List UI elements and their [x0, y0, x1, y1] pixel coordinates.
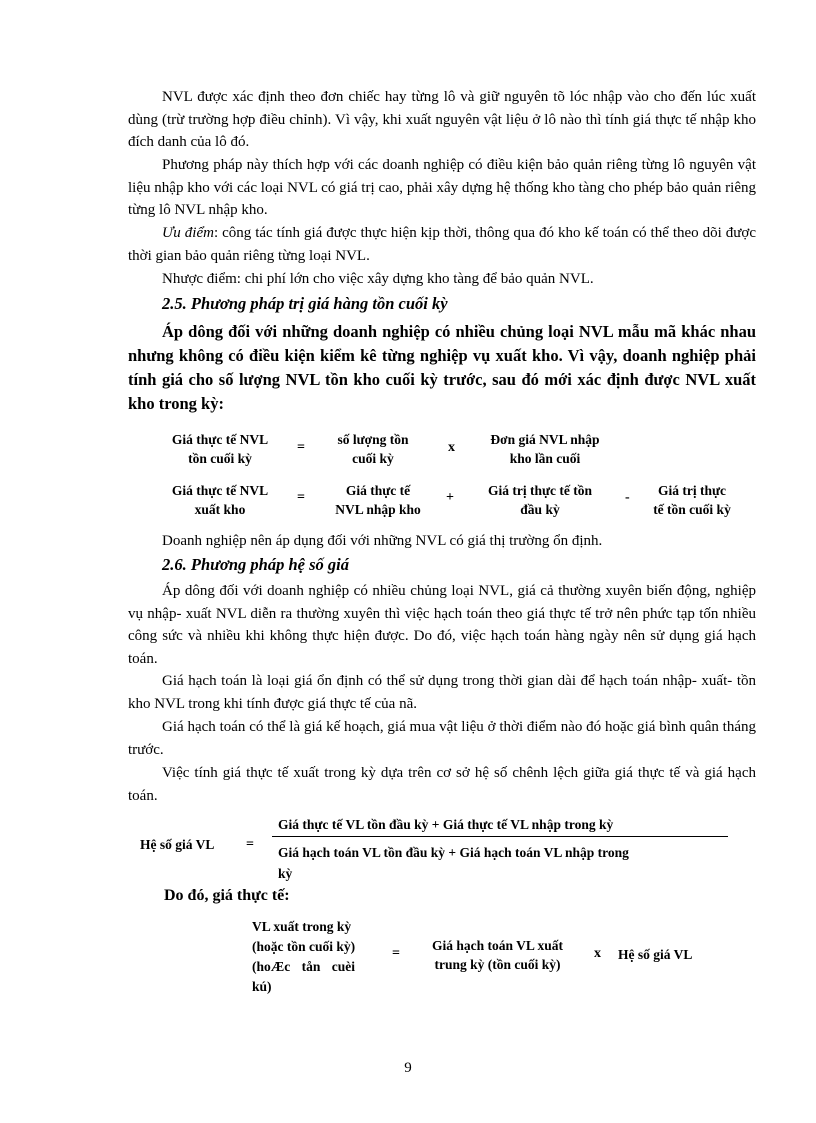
- paragraph-coefficient-basis: Việc tính giá thực tế xuất trong kỳ dựa trên cơ sở hệ số chênh lệch giữa giá thực tế và giá hạch toán.: [128, 765, 756, 804]
- formula2-equals: =: [297, 490, 305, 505]
- formula4-lhs: [252, 917, 382, 997]
- formula4-accounting-price-line1: Giá hạch toán VL xuất: [431, 938, 564, 953]
- paragraph-ending-inventory-method: Áp dông đối với những doanh nghiệp có nhiều chủng loại NVL mẫu mã khác nhau nhưng không có điều kiện kiểm kê từng nghiệp vụ xuất kho. Vì vậy, doanh nghiệp phải tính giá cho số lượng NVL tồn kho cuối kỳ trước, sau đó mới xác định được NVL xuất kho trong kỳ:: [128, 322, 756, 413]
- formula1-lhs-line2: tồn cuối kỳ: [188, 451, 252, 466]
- formula2-lhs-line1: Giá thực tế NVL: [171, 483, 269, 498]
- formula1-lhs-line1: Giá thực tế NVL: [171, 432, 269, 447]
- paragraph-therefore: Do đó, giá thực tế:: [164, 887, 290, 904]
- formula3-denominator-line2: kỳ: [278, 866, 293, 881]
- heading-2-6: 2.6. Phương pháp hệ số giá: [162, 555, 349, 574]
- formula4-coefficient: Hệ số giá VL: [618, 947, 693, 962]
- paragraph-price-coefficient: Áp dông đối với doanh nghiệp có nhiều chủng loại NVL, giá cả thường xuyên biến động, nghiệp vụ nhập- xuất NVL diễn ra thường xuyên thì việc hạch toán theo giá thực tế trở nên phức tạp tốn nhiều công sức và nhiều khi không thực hiện được. Do đó, việc hạch toán hàng ngày nên sử dụng giá hạch toán.: [128, 583, 756, 667]
- formula2-received: [318, 481, 438, 519]
- paragraph-disadvantages: Nhược điểm: chi phí lớn cho việc xây dựng kho tàng để bảo quản NVL.: [162, 271, 594, 287]
- formula2-lhs: [150, 481, 290, 519]
- paragraph-accounting-price: Giá hạch toán là loại giá ổn định có thể sử dụng trong thời gian dài để hạch toán nhập- xuất- tồn kho NVL trong khi tính được giá thực tế của nã.: [128, 673, 756, 712]
- formula2-opening-line1: Giá trị thực tế tồn: [487, 483, 593, 498]
- paragraph-recommendation: Doanh nghiệp nên áp dụng đối với những NVL có giá thị trường ổn định.: [162, 533, 603, 549]
- formula2-received-line2: NVL nhập kho: [335, 502, 421, 517]
- heading-2-5: 2.5. Phương pháp trị giá hàng tồn cuối kỳ: [162, 294, 448, 313]
- formula1-quantity-line2: cuối kỳ: [352, 451, 394, 466]
- formula4-lhs-line1: VL xuất trong kỳ: [252, 919, 352, 934]
- formula3-numerator: Giá thực tế VL tồn đầu kỳ + Giá thực tế VL nhập trong kỳ: [278, 817, 614, 832]
- formula2-received-line1: Giá thực tế: [345, 483, 411, 498]
- formula2-opening-line2: đầu kỳ: [520, 502, 560, 517]
- formula2-lhs-line2: xuất kho: [194, 502, 246, 517]
- formula3-denominator-line1: Giá hạch toán VL tồn đầu kỳ + Giá hạch toán VL nhập trong: [278, 845, 629, 860]
- formula4-lhs-line3: (hoÆc tån cuèi: [252, 959, 355, 974]
- formula4-accounting-price-line2: trung kỳ (tồn cuối kỳ): [434, 957, 561, 972]
- formula3-lhs: Hệ số giá VL: [140, 837, 215, 852]
- formula4-accounting-price: [410, 936, 585, 974]
- advantages-label: Ưu điểm: [162, 225, 214, 241]
- paragraph-accounting-price-types: Giá hạch toán có thể là giá kế hoạch, giá mua vật liệu ở thời điểm nào đó hoặc giá bình quân tháng trước.: [128, 719, 756, 758]
- formula2-closing: [638, 481, 746, 519]
- paragraph-specific-identification: NVL được xác định theo đơn chiếc hay từng lô và giữ nguyên tõ lóc nhập vào cho đến lúc xuất dùng (trừ trường hợp điều chỉnh). Vì vậy, khi xuất nguyên vật liệu ở lô nào thì tính giá thực tế nhập kho đích danh của lô đó.: [128, 89, 756, 150]
- page-number: 9: [404, 1060, 412, 1076]
- formula4-lhs-line2: (hoặc tồn cuối kỳ): [252, 939, 356, 954]
- formula1-lhs: [150, 430, 290, 468]
- formula3-fraction-bar: [272, 836, 728, 837]
- formula1-unit-price-line1: Đơn giá NVL nhập: [490, 432, 600, 447]
- paragraph-applicability: Phương pháp này thích hợp với các doanh nghiệp có điều kiện bảo quản riêng từng lô nguyên vật liệu nhập kho với các loại NVL có giá trị cao, phải xây dựng hệ thống kho tàng cho phép bảo quản riêng từng lô NVL nhập kho.: [128, 157, 756, 218]
- formula2-plus: +: [446, 490, 454, 505]
- formula1-unit-price-line2: kho lần cuối: [509, 451, 581, 466]
- formula1-quantity-line1: số lượng tồn: [337, 432, 409, 447]
- advantages-text: : công tác tính giá được thực hiện kịp thời, thông qua đó kho kế toán có thể theo dõi được thời gian bảo quản riêng từng loại NVL.: [128, 225, 756, 264]
- formula1-unit-price: [470, 430, 620, 468]
- formula2-minus: -: [625, 490, 630, 505]
- paragraph-advantages: [128, 222, 756, 267]
- formula1-quantity: [318, 430, 428, 468]
- formula3-equals: =: [246, 837, 254, 852]
- formula2-closing-line1: Giá trị thực: [657, 483, 727, 498]
- formula2-opening: [465, 481, 615, 519]
- formula2-closing-line2: tế tồn cuối kỳ: [653, 502, 731, 517]
- formula4-equals: =: [392, 946, 400, 961]
- formula4-lhs-line4: kú): [252, 979, 272, 994]
- formula4-multiply: x: [594, 946, 601, 961]
- formula1-equals: =: [297, 440, 305, 455]
- formula3-denominator: [272, 842, 728, 884]
- formula1-multiply: x: [448, 440, 455, 455]
